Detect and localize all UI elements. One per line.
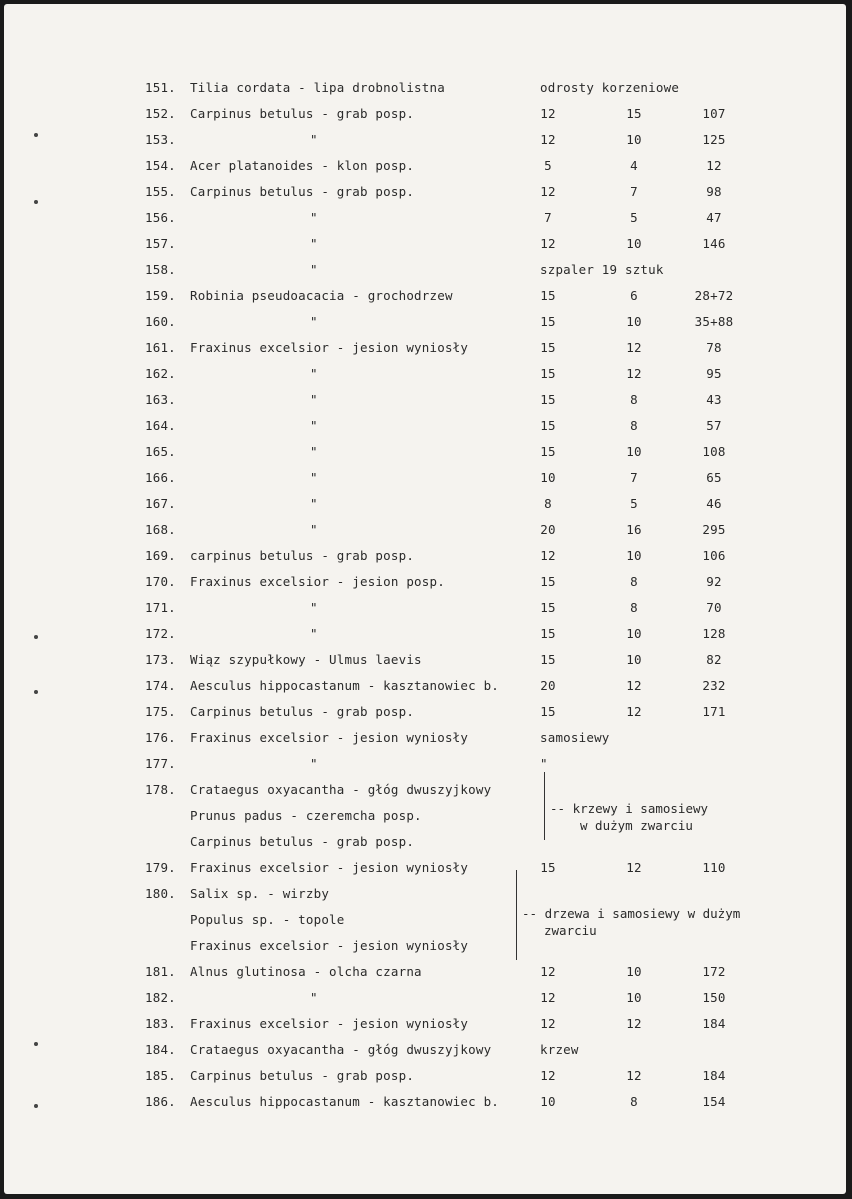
value-col-3: 78 — [706, 340, 722, 355]
entry-row — [4, 440, 846, 464]
entry-number: 181. — [145, 964, 176, 979]
value-col-3: 106 — [702, 548, 726, 563]
value-col-1: 15 — [540, 288, 556, 303]
bracket-note-shrubs-1: -- krzewy i samosiewy — [550, 801, 709, 816]
value-col-2: 10 — [626, 626, 642, 641]
value-col-2: 5 — [630, 210, 638, 225]
entry-number: 151. — [145, 80, 176, 95]
value-col-3: 172 — [702, 964, 726, 979]
entry-number: 160. — [145, 314, 176, 329]
entry-row — [4, 102, 846, 126]
value-col-2: 10 — [626, 652, 642, 667]
value-col-1: 15 — [540, 574, 556, 589]
value-col-1: 15 — [540, 860, 556, 875]
entry-row — [4, 180, 846, 204]
entry-row — [4, 76, 846, 100]
value-col-2: 12 — [626, 340, 642, 355]
value-col-1: 20 — [540, 522, 556, 537]
entry-number: 172. — [145, 626, 176, 641]
value-col-2: 8 — [630, 392, 638, 407]
entry-number: 184. — [145, 1042, 176, 1057]
ditto-mark: " — [310, 470, 318, 485]
species-name: Carpinus betulus - grab posp. — [190, 106, 415, 121]
species-name: Prunus padus - czeremcha posp. — [190, 808, 422, 823]
value-col-1: 12 — [540, 964, 556, 979]
entry-row — [4, 1064, 846, 1088]
ditto-mark: " — [310, 522, 318, 537]
entry-number: 171. — [145, 600, 176, 615]
species-name: Fraxinus excelsior - jesion wyniosły — [190, 1016, 469, 1031]
ditto-mark: " — [310, 418, 318, 433]
entry-row — [4, 388, 846, 412]
value-col-1: 15 — [540, 340, 556, 355]
entry-number: 158. — [145, 262, 176, 277]
entry-number: 180. — [145, 886, 176, 901]
species-name: Carpinus betulus - grab posp. — [190, 834, 415, 849]
margin-dot — [34, 1042, 38, 1046]
value-col-3: 295 — [702, 522, 726, 537]
value-col-3: 150 — [702, 990, 726, 1005]
bracket-line-trees — [516, 870, 517, 960]
value-col-2: 8 — [630, 418, 638, 433]
entry-row — [4, 570, 846, 594]
species-name: Crataegus oxyacantha - głóg dwuszyjkowy — [190, 782, 492, 797]
entry-row — [4, 986, 846, 1010]
value-col-2: 10 — [626, 236, 642, 251]
entry-row — [4, 284, 846, 308]
entry-number: 161. — [145, 340, 176, 355]
ditto-mark: " — [310, 392, 318, 407]
entry-number: 165. — [145, 444, 176, 459]
entry-number: 177. — [145, 756, 176, 771]
species-name: Fraxinus excelsior - jesion wyniosły — [190, 340, 469, 355]
entry-row — [4, 856, 846, 880]
value-col-2: 12 — [626, 366, 642, 381]
species-name: Aesculus hippocastanum - kasztanowiec b. — [190, 1094, 500, 1109]
value-col-3: 70 — [706, 600, 722, 615]
value-col-2: 10 — [626, 314, 642, 329]
value-col-1: 12 — [540, 132, 556, 147]
value-col-2: 4 — [630, 158, 638, 173]
value-col-2: 10 — [626, 990, 642, 1005]
value-col-2: 6 — [630, 288, 638, 303]
entry-row — [4, 622, 846, 646]
value-col-3: 47 — [706, 210, 722, 225]
margin-dot — [34, 200, 38, 204]
entry-row — [4, 258, 846, 282]
entry-row — [4, 726, 846, 750]
entry-number: 168. — [145, 522, 176, 537]
entry-row — [4, 960, 846, 984]
entry-number: 173. — [145, 652, 176, 667]
species-name: carpinus betulus - grab posp. — [190, 548, 415, 563]
value-col-3: 95 — [706, 366, 722, 381]
value-col-1: 15 — [540, 366, 556, 381]
species-name: Carpinus betulus - grab posp. — [190, 704, 415, 719]
entry-number: 174. — [145, 678, 176, 693]
value-col-2: 12 — [626, 1068, 642, 1083]
entry-row — [4, 752, 846, 776]
entry-row — [4, 648, 846, 672]
entry-number: 155. — [145, 184, 176, 199]
entry-row — [4, 596, 846, 620]
value-col-2: 10 — [626, 548, 642, 563]
value-col-1: 15 — [540, 444, 556, 459]
entry-row — [4, 466, 846, 490]
entry-row — [4, 492, 846, 516]
entry-row — [4, 154, 846, 178]
ditto-mark: " — [310, 444, 318, 459]
value-col-3: 110 — [702, 860, 726, 875]
bracket-note-trees-1: -- drzewa i samosiewy w dużym — [522, 906, 741, 921]
value-col-2: 7 — [630, 470, 638, 485]
margin-dot — [34, 690, 38, 694]
value-col-1: 12 — [540, 106, 556, 121]
value-col-3: 43 — [706, 392, 722, 407]
value-col-2: 16 — [626, 522, 642, 537]
species-name: Fraxinus excelsior - jesion wyniosły — [190, 938, 469, 953]
value-col-2: 5 — [630, 496, 638, 511]
value-col-1: 12 — [540, 1068, 556, 1083]
species-name: Acer platanoides - klon posp. — [190, 158, 415, 173]
value-col-3: 65 — [706, 470, 722, 485]
entry-number: 164. — [145, 418, 176, 433]
document-page — [4, 4, 846, 1194]
entry-number: 179. — [145, 860, 176, 875]
value-col-1: 15 — [540, 600, 556, 615]
value-col-3: 98 — [706, 184, 722, 199]
entry-row — [4, 882, 846, 906]
entry-row — [4, 336, 846, 360]
ditto-mark: " — [310, 366, 318, 381]
entry-row — [4, 414, 846, 438]
ditto-mark: " — [310, 756, 318, 771]
value-col-2: 8 — [630, 600, 638, 615]
entry-number: 170. — [145, 574, 176, 589]
value-col-1: 10 — [540, 470, 556, 485]
entry-number: 152. — [145, 106, 176, 121]
entry-note: samosiewy — [540, 730, 610, 745]
entry-number: 176. — [145, 730, 176, 745]
entry-note: odrosty korzeniowe — [540, 80, 680, 95]
ditto-mark: " — [310, 210, 318, 225]
entry-row — [4, 232, 846, 256]
entry-number: 154. — [145, 158, 176, 173]
entry-number: 186. — [145, 1094, 176, 1109]
entry-note: " — [540, 756, 548, 771]
entry-row — [4, 206, 846, 230]
value-col-1: 12 — [540, 548, 556, 563]
entry-row — [4, 362, 846, 386]
value-col-2: 12 — [626, 860, 642, 875]
species-name: Salix sp. - wirzby — [190, 886, 330, 901]
ditto-mark: " — [310, 990, 318, 1005]
value-col-2: 12 — [626, 704, 642, 719]
value-col-1: 15 — [540, 704, 556, 719]
value-col-3: 28+72 — [694, 288, 734, 303]
value-col-3: 46 — [706, 496, 722, 511]
entry-note: krzew — [540, 1042, 579, 1057]
value-col-3: 125 — [702, 132, 726, 147]
species-name: Fraxinus excelsior - jesion posp. — [190, 574, 445, 589]
species-name: Wiąz szypułkowy - Ulmus laevis — [190, 652, 422, 667]
species-name: Carpinus betulus - grab posp. — [190, 1068, 415, 1083]
entry-number: 169. — [145, 548, 176, 563]
margin-dot — [34, 1104, 38, 1108]
entry-row — [4, 674, 846, 698]
value-col-1: 15 — [540, 626, 556, 641]
value-col-3: 82 — [706, 652, 722, 667]
value-col-1: 8 — [544, 496, 552, 511]
value-col-3: 57 — [706, 418, 722, 433]
species-name: Populus sp. - topole — [190, 912, 345, 927]
value-col-1: 15 — [540, 314, 556, 329]
ditto-mark: " — [310, 132, 318, 147]
entry-number: 157. — [145, 236, 176, 251]
value-col-3: 154 — [702, 1094, 726, 1109]
bracket-line-shrubs — [544, 772, 545, 840]
value-col-1: 7 — [544, 210, 552, 225]
ditto-mark: " — [310, 600, 318, 615]
value-col-3: 171 — [702, 704, 726, 719]
entry-row — [4, 310, 846, 334]
value-col-1: 12 — [540, 990, 556, 1005]
entry-row — [4, 700, 846, 724]
value-col-3: 146 — [702, 236, 726, 251]
margin-dot — [34, 635, 38, 639]
value-col-2: 12 — [626, 678, 642, 693]
value-col-2: 12 — [626, 1016, 642, 1031]
value-col-3: 184 — [702, 1068, 726, 1083]
ditto-mark: " — [310, 262, 318, 277]
value-col-1: 10 — [540, 1094, 556, 1109]
value-col-1: 15 — [540, 652, 556, 667]
entry-row — [4, 1012, 846, 1036]
value-col-1: 5 — [544, 158, 552, 173]
entry-number: 182. — [145, 990, 176, 1005]
entry-row — [4, 544, 846, 568]
species-name: Alnus glutinosa - olcha czarna — [190, 964, 422, 979]
value-col-3: 184 — [702, 1016, 726, 1031]
entry-number: 178. — [145, 782, 176, 797]
value-col-3: 128 — [702, 626, 726, 641]
value-col-2: 8 — [630, 1094, 638, 1109]
entry-number: 163. — [145, 392, 176, 407]
value-col-3: 35+88 — [694, 314, 734, 329]
entry-number: 162. — [145, 366, 176, 381]
species-name: Aesculus hippocastanum - kasztanowiec b. — [190, 678, 500, 693]
value-col-1: 12 — [540, 184, 556, 199]
species-name: Carpinus betulus - grab posp. — [190, 184, 415, 199]
value-col-2: 7 — [630, 184, 638, 199]
entry-note: szpaler 19 sztuk — [540, 262, 664, 277]
species-name: Tilia cordata - lipa drobnolistna — [190, 80, 445, 95]
entry-number: 167. — [145, 496, 176, 511]
entry-row — [4, 1038, 846, 1062]
value-col-3: 12 — [706, 158, 722, 173]
ditto-mark: " — [310, 314, 318, 329]
entry-number: 153. — [145, 132, 176, 147]
entry-number: 159. — [145, 288, 176, 303]
value-col-1: 15 — [540, 418, 556, 433]
value-col-1: 15 — [540, 392, 556, 407]
entry-row — [4, 128, 846, 152]
species-name: Robinia pseudoacacia - grochodrzew — [190, 288, 453, 303]
entry-number: 166. — [145, 470, 176, 485]
value-col-2: 15 — [626, 106, 642, 121]
ditto-mark: " — [310, 626, 318, 641]
value-col-1: 12 — [540, 1016, 556, 1031]
value-col-2: 8 — [630, 574, 638, 589]
species-name: Fraxinus excelsior - jesion wyniosły — [190, 730, 469, 745]
entry-row — [4, 1090, 846, 1114]
ditto-mark: " — [310, 496, 318, 511]
value-col-3: 108 — [702, 444, 726, 459]
entry-row — [4, 778, 846, 802]
entry-number: 183. — [145, 1016, 176, 1031]
entry-number: 156. — [145, 210, 176, 225]
species-name: Fraxinus excelsior - jesion wyniosły — [190, 860, 469, 875]
value-col-3: 232 — [702, 678, 726, 693]
value-col-3: 107 — [702, 106, 726, 121]
margin-dot — [34, 133, 38, 137]
value-col-1: 20 — [540, 678, 556, 693]
value-col-1: 12 — [540, 236, 556, 251]
entry-row — [4, 934, 846, 958]
value-col-2: 10 — [626, 444, 642, 459]
entry-row — [4, 804, 846, 828]
ditto-mark: " — [310, 236, 318, 251]
bracket-note-trees-2: zwarciu — [544, 923, 597, 938]
bracket-note-shrubs-2: w dużym zwarciu — [580, 818, 693, 833]
entry-number: 175. — [145, 704, 176, 719]
value-col-3: 92 — [706, 574, 722, 589]
value-col-2: 10 — [626, 964, 642, 979]
entry-row — [4, 518, 846, 542]
species-name: Crataegus oxyacantha - głóg dwuszyjkowy — [190, 1042, 492, 1057]
entry-number: 185. — [145, 1068, 176, 1083]
entry-row — [4, 830, 846, 854]
value-col-2: 10 — [626, 132, 642, 147]
